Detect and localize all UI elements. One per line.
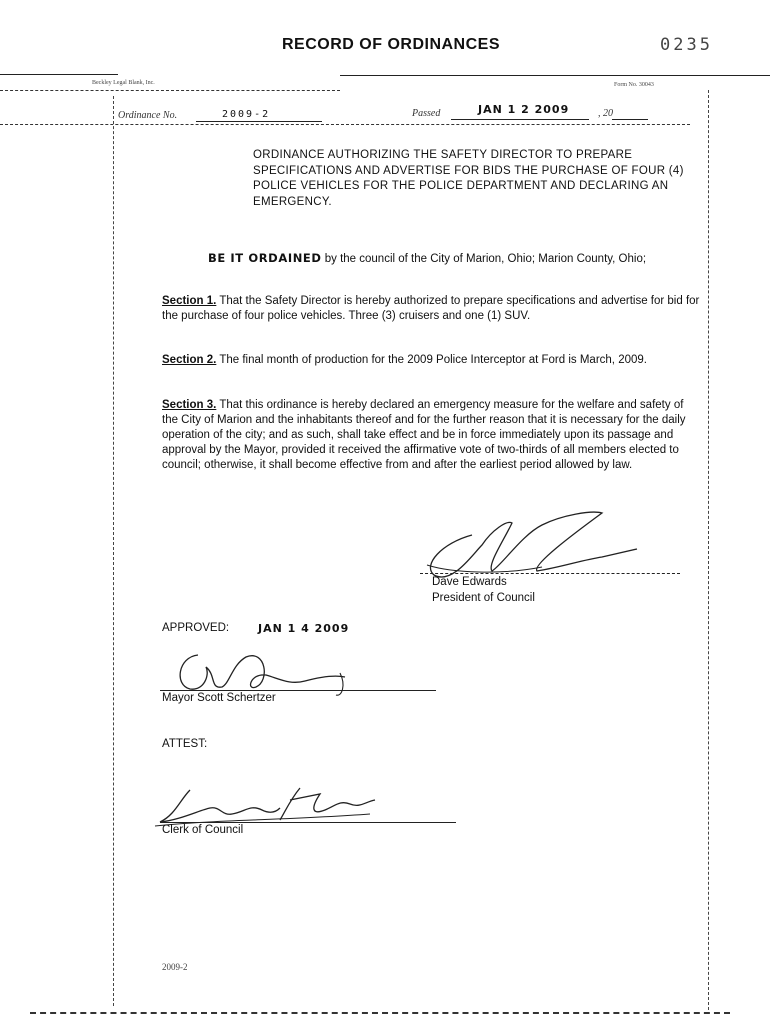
preamble-paragraph bbox=[162, 251, 700, 267]
left-margin-rule bbox=[113, 96, 114, 1006]
president-name: Dave Edwards bbox=[432, 576, 507, 588]
approved-date-stamp: JAN 1 4 2009 bbox=[258, 622, 350, 635]
attest-label: ATTEST: bbox=[162, 738, 208, 750]
passed-underline bbox=[451, 119, 589, 120]
page-title: RECORD OF ORDINANCES bbox=[282, 36, 501, 53]
section-1-text: That the Safety Director is hereby authorized to prepare specifications and advertise for bid for the purchase of four police vehicles. Three (3) cruisers and one (1) SUV. bbox=[162, 295, 700, 322]
header-rule bbox=[340, 75, 770, 76]
publisher-text: Beckley Legal Blank, Inc. bbox=[92, 80, 155, 86]
mayor-name: Mayor Scott Schertzer bbox=[162, 692, 276, 704]
header-dashed-rule bbox=[0, 90, 340, 91]
preamble-lead: BE IT ORDAINED bbox=[208, 251, 322, 265]
mayor-signature-line bbox=[160, 690, 436, 691]
passed-label: Passed bbox=[412, 108, 441, 119]
section-3 bbox=[162, 398, 700, 473]
clerk-title: Clerk of Council bbox=[162, 824, 244, 836]
president-title: President of Council bbox=[432, 592, 535, 604]
section-3-text: That this ordinance is hereby declared an emergency measure for the welfare and safety of the City of Marion and the inhabitants thereof and for the further reason that it is necessary for the daily operation of the city; and as such, shall take effect and be in force immediately upon its passage and approval by the Mayor, provided it received the affirmative vote of two-thirds of all members elected to council; otherwise, it shall become effective from and after the earliest period allowed by law. bbox=[162, 399, 686, 471]
ordinance-number-underline bbox=[196, 121, 322, 122]
year-suffix: , 20 bbox=[598, 108, 613, 119]
footer-doc-id: 2009-2 bbox=[162, 962, 188, 972]
ordinance-heading: ORDINANCE AUTHORIZING THE SAFETY DIRECTOR TO PREPARE SPECIFICATIONS AND ADVERTISE FOR BIDS THE PURCHASE OF FOUR (4) POLICE VEHICLES FOR THE POLICE DEPARTMENT AND DECLARING AN EMERGENCY. bbox=[253, 149, 684, 208]
president-signature-line bbox=[420, 573, 680, 574]
form-number-text: Form No. 30043 bbox=[614, 82, 654, 88]
ordinance-dashed-rule bbox=[0, 124, 690, 125]
right-margin-rule bbox=[708, 90, 709, 1010]
ordinance-number: 2009-2 bbox=[222, 109, 271, 120]
header-rule bbox=[0, 74, 118, 75]
ordinance-label: Ordinance No. bbox=[118, 110, 178, 121]
section-3-label: Section 3. bbox=[162, 399, 217, 411]
preamble-text: by the council of the City of Marion, Ohio; Marion County, Ohio; bbox=[321, 253, 647, 265]
passed-date-stamp: JAN 1 2 2009 bbox=[478, 103, 570, 116]
section-1 bbox=[162, 294, 700, 324]
section-2-label: Section 2. bbox=[162, 354, 217, 366]
footer-dashed-rule bbox=[30, 1012, 730, 1014]
clerk-signature-line bbox=[160, 822, 456, 823]
approved-label: APPROVED: bbox=[162, 622, 230, 634]
year-underline bbox=[612, 119, 648, 120]
section-2 bbox=[162, 353, 700, 368]
page-number: 0235 bbox=[660, 35, 713, 55]
section-1-label: Section 1. bbox=[162, 295, 217, 307]
section-2-text: The final month of production for the 2009 Police Interceptor at Ford is March, 2009. bbox=[216, 354, 647, 366]
